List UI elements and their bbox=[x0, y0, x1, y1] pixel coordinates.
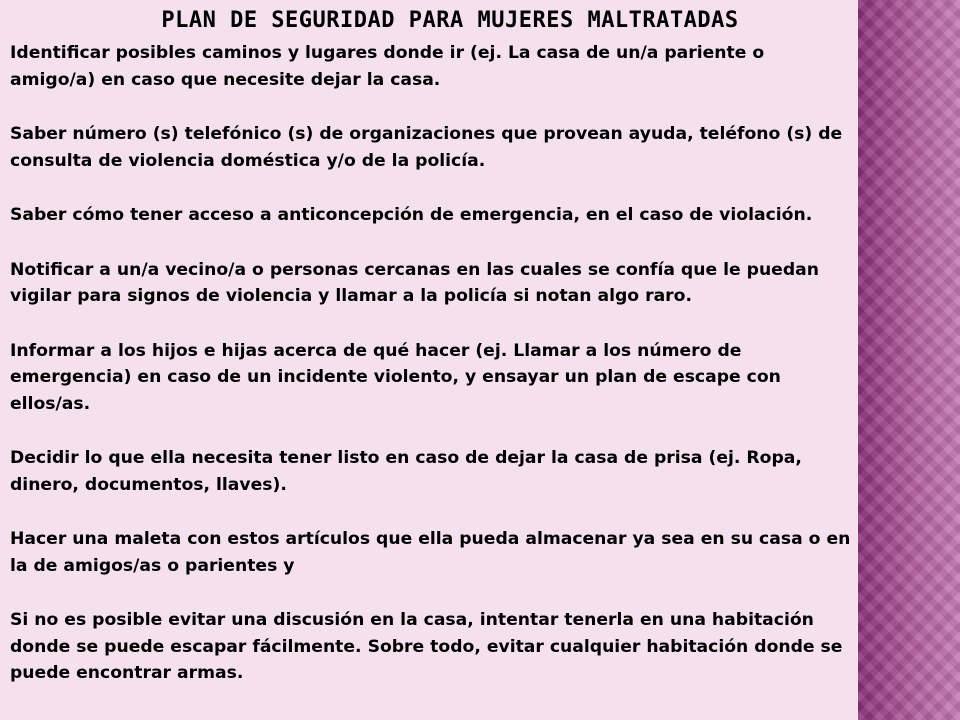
slide-body bbox=[10, 40, 858, 715]
paragraph-caminos: Identificar posibles caminos y lugares donde ir (ej. La casa de un/a pariente o amigo/a) en caso que necesite dejar la casa. bbox=[10, 43, 765, 90]
paragraph-discusion: Si no es posible evitar una discusión en la casa, intentar tenerla en una habitación donde se puede escapar fácilmente. Sobre todo, evitar cualquier habitación donde se puede encontrar armas. bbox=[10, 610, 843, 683]
paragraph-telefonos: Saber número (s) telefónico (s) de organizaciones que provean ayuda, teléfono (s) de consulta de violencia doméstica y/o de la policía. bbox=[10, 124, 843, 171]
paragraph-vecinos: Notificar a un/a vecino/a o personas cercanas en las cuales se confía que le puedan vigilar para signos de violencia y llamar a la policía si notan algo raro. bbox=[10, 259, 819, 306]
paragraph-maleta: Hacer una maleta con estos artículos que ella pueda almacenar ya sea en su casa o en la de amigos/as o parientes y bbox=[10, 529, 851, 576]
paragraph-hijos: Informar a los hijos e hijas acerca de qué hacer (ej. Llamar a los número de emergencia) en caso de un incidente violento, y ensayar un plan de escape con ellos/as. bbox=[10, 340, 781, 414]
paragraph-anticoncepcion: Saber cómo tener acceso a anticoncepción de emergencia, en el caso de violación. bbox=[10, 205, 813, 225]
slide-title: PLAN DE SEGURIDAD PARA MUJERES MALTRATADAS bbox=[161, 8, 739, 33]
paragraph-preparar: Decidir lo que ella necesita tener listo en caso de dejar la casa de prisa (ej. Ropa, dinero, documentos, llaves). bbox=[10, 448, 802, 495]
decorative-side-band bbox=[858, 0, 960, 720]
